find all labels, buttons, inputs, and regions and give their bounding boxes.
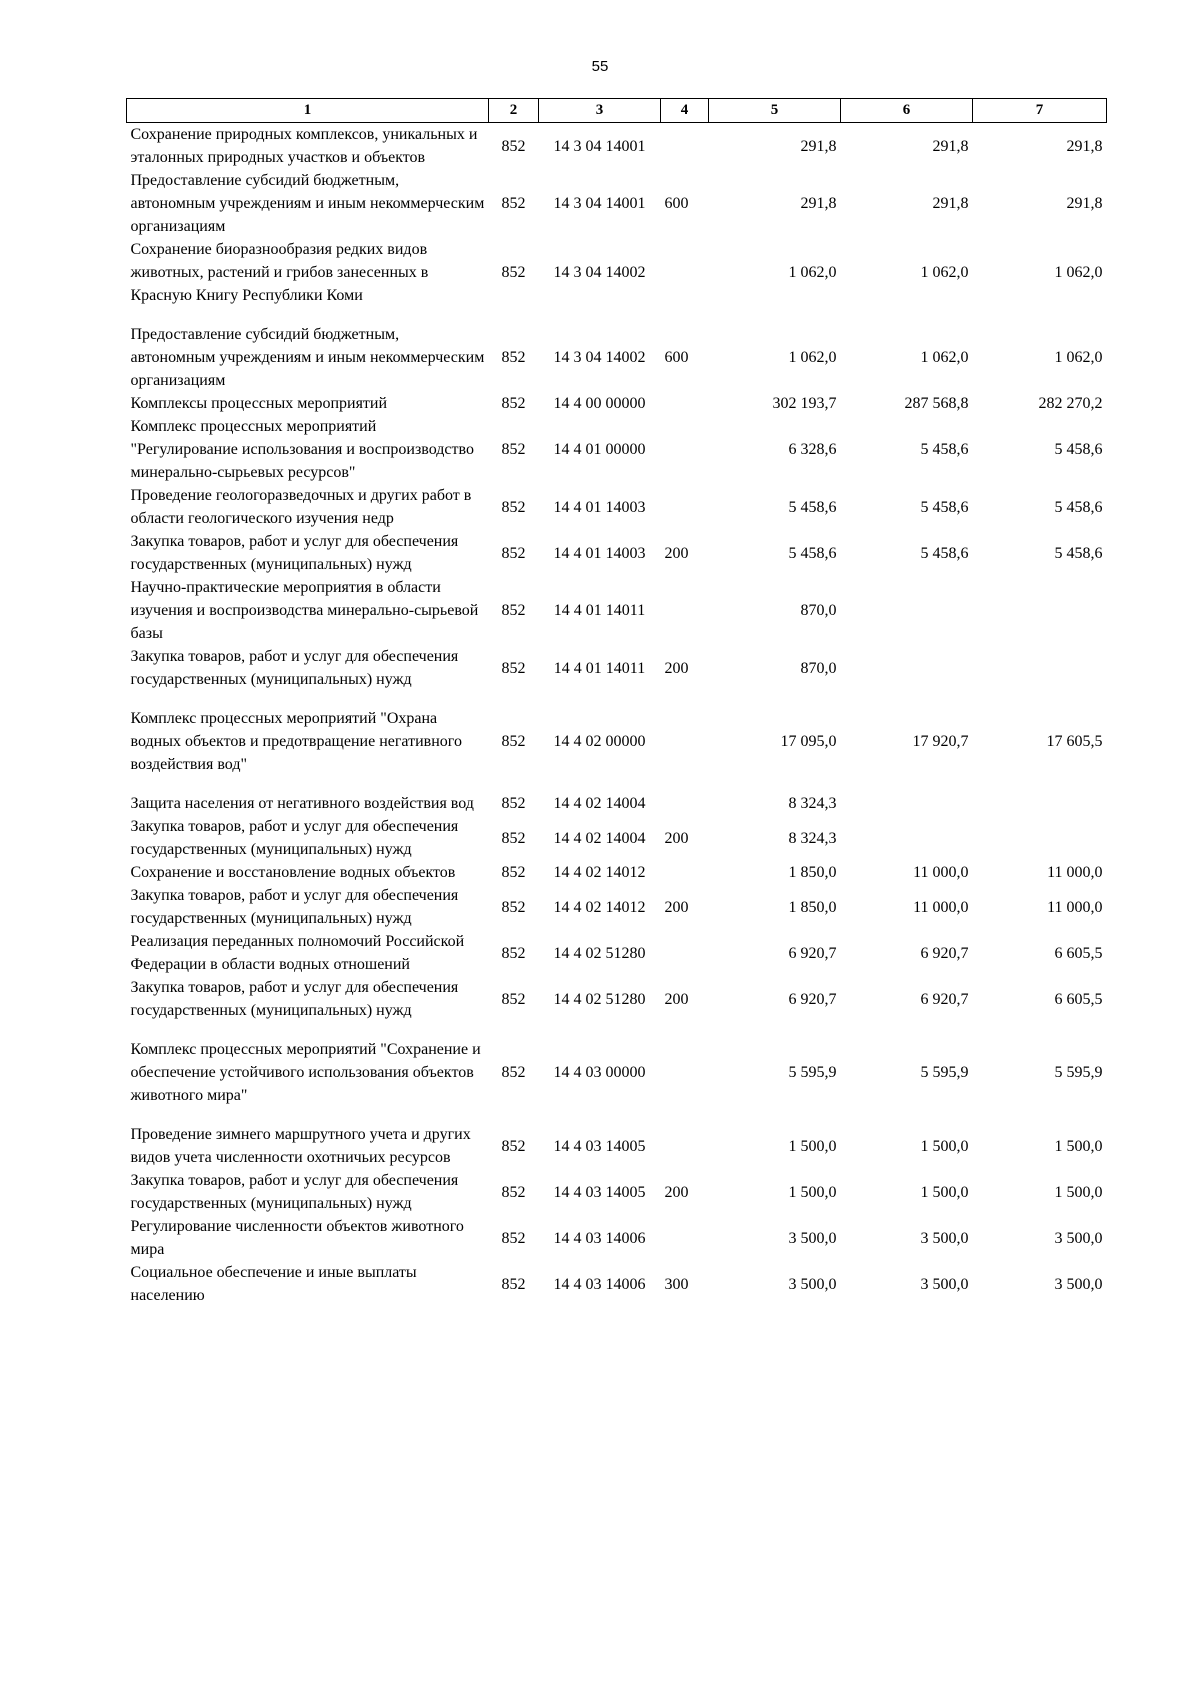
row-name: Научно-практические мероприятия в области изучения и воспроизводства минерально-сырьевой базы bbox=[130, 579, 479, 642]
row-name: Защита населения от негативного воздействия вод bbox=[130, 795, 474, 812]
expense-type-code: 200 bbox=[664, 898, 689, 916]
row-name: Сохранение биоразнообразия редких видов животных, растений и грибов занесенных в Красную Книгу Республики Коми bbox=[130, 241, 429, 304]
expense-type-code: 200 bbox=[664, 829, 689, 847]
amount-year-3 bbox=[973, 792, 1107, 815]
target-article-code: 14 4 01 14003 bbox=[553, 498, 646, 516]
amount-year-1: 1 062,0 bbox=[788, 349, 837, 366]
amount-year-1: 8 324,3 bbox=[788, 829, 837, 847]
amount-year-2: 5 458,6 bbox=[920, 441, 969, 458]
header-cell: 6 bbox=[841, 99, 973, 123]
expense-type-code bbox=[661, 1123, 709, 1169]
expense-type-code bbox=[661, 576, 709, 645]
amount-year-1: 1 500,0 bbox=[788, 1137, 837, 1155]
amount-year-3: 1 500,0 bbox=[1054, 1183, 1103, 1201]
table-row bbox=[127, 1038, 1107, 1123]
amount-year-1: 291,8 bbox=[800, 137, 837, 155]
row-name: Комплекс процессных мероприятий "Охрана водных объектов и предотвращение негативного воздействия вод" bbox=[130, 710, 462, 773]
target-article-code: 14 4 01 14003 bbox=[553, 544, 646, 562]
expense-type-code bbox=[661, 1215, 709, 1261]
target-article-code: 14 4 03 14006 bbox=[553, 1275, 646, 1293]
amount-year-2: 3 500,0 bbox=[920, 1229, 969, 1247]
amount-year-1: 6 328,6 bbox=[788, 441, 837, 458]
amount-year-2 bbox=[841, 576, 973, 645]
table-row bbox=[127, 123, 1107, 170]
table-row bbox=[127, 530, 1107, 576]
target-article-code: 14 3 04 14001 bbox=[553, 195, 646, 212]
amount-year-1: 1 500,0 bbox=[788, 1183, 837, 1201]
amount-year-3: 3 500,0 bbox=[1054, 1229, 1103, 1247]
row-name: Проведение геологоразведочных и других работ в области геологического изучения недр bbox=[130, 487, 472, 527]
row-name: Закупка товаров, работ и услуг для обеспечения государственных (муниципальных) нужд bbox=[130, 818, 459, 858]
expense-type-code: 600 bbox=[664, 195, 689, 212]
target-article-code: 14 4 02 51280 bbox=[553, 990, 646, 1008]
target-article-code: 14 3 04 14001 bbox=[553, 137, 646, 155]
ministry-code: 852 bbox=[501, 898, 526, 916]
expense-type-code bbox=[661, 415, 709, 484]
amount-year-2: 17 920,7 bbox=[912, 733, 969, 750]
target-article-code: 14 4 01 00000 bbox=[553, 441, 646, 458]
ministry-code: 852 bbox=[501, 195, 526, 212]
target-article-code: 14 4 02 14004 bbox=[553, 829, 646, 847]
table-row bbox=[127, 1169, 1107, 1215]
amount-year-3: 291,8 bbox=[1066, 195, 1103, 212]
amount-year-2 bbox=[841, 815, 973, 861]
table-row bbox=[127, 1261, 1107, 1307]
amount-year-3: 1 062,0 bbox=[1054, 349, 1103, 366]
expense-type-code bbox=[661, 484, 709, 530]
amount-year-2 bbox=[841, 792, 973, 815]
target-article-code: 14 4 01 14011 bbox=[553, 659, 646, 677]
amount-year-2: 291,8 bbox=[932, 195, 969, 212]
amount-year-2: 287 568,8 bbox=[904, 395, 969, 412]
row-name: Закупка товаров, работ и услуг для обеспечения государственных (муниципальных) нужд bbox=[130, 979, 459, 1019]
ministry-code: 852 bbox=[501, 733, 526, 750]
row-name: Закупка товаров, работ и услуг для обеспечения государственных (муниципальных) нужд bbox=[130, 887, 459, 927]
target-article-code: 14 4 03 14006 bbox=[553, 1229, 646, 1247]
target-article-code: 14 4 03 14005 bbox=[553, 1183, 646, 1201]
amount-year-1: 5 458,6 bbox=[788, 498, 837, 516]
amount-year-3: 1 500,0 bbox=[1054, 1137, 1103, 1155]
ministry-code: 852 bbox=[501, 395, 526, 412]
amount-year-3: 282 270,2 bbox=[1038, 395, 1103, 412]
table-row bbox=[127, 323, 1107, 392]
header-cell: 5 bbox=[709, 99, 841, 123]
amount-year-1: 870,0 bbox=[800, 602, 837, 619]
amount-year-3: 5 458,6 bbox=[1054, 544, 1103, 562]
table-row bbox=[127, 169, 1107, 238]
amount-year-2: 3 500,0 bbox=[920, 1275, 969, 1293]
amount-year-1: 1 850,0 bbox=[788, 898, 837, 916]
expense-type-code: 200 bbox=[664, 544, 689, 562]
ministry-code: 852 bbox=[501, 1137, 526, 1155]
amount-year-2: 11 000,0 bbox=[913, 864, 969, 881]
row-name: Закупка товаров, работ и услуг для обеспечения государственных (муниципальных) нужд bbox=[130, 1172, 459, 1212]
amount-year-3: 11 000,0 bbox=[1047, 898, 1103, 916]
row-name: Регулирование численности объектов животного мира bbox=[130, 1218, 464, 1258]
table-row bbox=[127, 707, 1107, 792]
amount-year-3 bbox=[973, 815, 1107, 861]
amount-year-2 bbox=[841, 645, 973, 707]
amount-year-3: 5 595,9 bbox=[1054, 1064, 1103, 1081]
ministry-code: 852 bbox=[501, 544, 526, 562]
table-row bbox=[127, 484, 1107, 530]
header-row bbox=[127, 99, 1107, 123]
table-row bbox=[127, 884, 1107, 930]
amount-year-1: 5 458,6 bbox=[788, 544, 837, 562]
expense-type-code bbox=[661, 707, 709, 792]
amount-year-1: 302 193,7 bbox=[772, 395, 837, 412]
amount-year-3: 6 605,5 bbox=[1054, 990, 1103, 1008]
ministry-code: 852 bbox=[501, 1229, 526, 1247]
expense-type-code bbox=[661, 238, 709, 323]
ministry-code: 852 bbox=[501, 990, 526, 1008]
table-row bbox=[127, 238, 1107, 323]
target-article-code: 14 4 01 14011 bbox=[553, 602, 646, 619]
table-row bbox=[127, 415, 1107, 484]
expense-type-code: 600 bbox=[664, 349, 689, 366]
amount-year-1: 8 324,3 bbox=[788, 795, 837, 812]
ministry-code: 852 bbox=[501, 659, 526, 677]
amount-year-2: 5 458,6 bbox=[920, 498, 969, 516]
amount-year-1: 291,8 bbox=[800, 195, 837, 212]
expense-type-code bbox=[661, 123, 709, 170]
expense-type-code: 200 bbox=[664, 990, 689, 1008]
ministry-code: 852 bbox=[501, 1183, 526, 1201]
row-name: Закупка товаров, работ и услуг для обеспечения государственных (муниципальных) нужд bbox=[130, 533, 459, 573]
amount-year-3: 291,8 bbox=[1066, 137, 1103, 155]
table-row bbox=[127, 392, 1107, 415]
row-name: Комплекс процессных мероприятий "Сохранение и обеспечение устойчивого использования объектов животного мира" bbox=[130, 1041, 481, 1104]
ministry-code: 852 bbox=[501, 441, 526, 458]
amount-year-1: 6 920,7 bbox=[788, 990, 837, 1008]
target-article-code: 14 3 04 14002 bbox=[553, 349, 646, 366]
amount-year-2: 1 500,0 bbox=[920, 1137, 969, 1155]
target-article-code: 14 4 02 00000 bbox=[553, 733, 646, 750]
amount-year-2: 5 458,6 bbox=[920, 544, 969, 562]
row-name: Сохранение и восстановление водных объектов bbox=[130, 864, 456, 881]
amount-year-1: 1 850,0 bbox=[788, 864, 837, 881]
table-row bbox=[127, 1123, 1107, 1169]
table-row bbox=[127, 792, 1107, 815]
table-row bbox=[127, 815, 1107, 861]
amount-year-1: 870,0 bbox=[800, 659, 837, 677]
target-article-code: 14 4 00 00000 bbox=[553, 395, 646, 412]
header-cell: 4 bbox=[661, 99, 709, 123]
table-row bbox=[127, 861, 1107, 884]
amount-year-1: 3 500,0 bbox=[788, 1275, 837, 1293]
row-name: Предоставление субсидий бюджетным, автономным учреждениям и иным некоммерческим организациям bbox=[130, 326, 485, 389]
header-cell: 1 bbox=[127, 99, 489, 123]
table-row bbox=[127, 645, 1107, 707]
amount-year-1: 17 095,0 bbox=[780, 733, 837, 750]
amount-year-3: 6 605,5 bbox=[1054, 944, 1103, 962]
amount-year-2: 11 000,0 bbox=[913, 898, 969, 916]
amount-year-1: 6 920,7 bbox=[788, 944, 837, 962]
ministry-code: 852 bbox=[501, 264, 526, 281]
amount-year-3 bbox=[973, 645, 1107, 707]
ministry-code: 852 bbox=[501, 1275, 526, 1293]
row-name: Сохранение природных комплексов, уникальных и эталонных природных участков и объектов bbox=[130, 126, 478, 166]
ministry-code: 852 bbox=[501, 864, 526, 881]
amount-year-2: 6 920,7 bbox=[920, 944, 969, 962]
row-name: Комплексы процессных мероприятий bbox=[130, 395, 388, 412]
table-row bbox=[127, 576, 1107, 645]
budget-table bbox=[126, 98, 1107, 1307]
amount-year-2: 1 500,0 bbox=[920, 1183, 969, 1201]
expense-type-code: 200 bbox=[664, 1183, 689, 1201]
ministry-code: 852 bbox=[501, 829, 526, 847]
target-article-code: 14 4 03 14005 bbox=[553, 1137, 646, 1155]
amount-year-2: 291,8 bbox=[932, 137, 969, 155]
amount-year-3 bbox=[973, 576, 1107, 645]
page-number: 55 bbox=[591, 58, 609, 75]
table-body bbox=[127, 123, 1107, 1308]
amount-year-2: 5 595,9 bbox=[920, 1064, 969, 1081]
expense-type-code bbox=[661, 792, 709, 815]
amount-year-3: 11 000,0 bbox=[1047, 864, 1103, 881]
amount-year-3: 1 062,0 bbox=[1054, 264, 1103, 281]
amount-year-2: 1 062,0 bbox=[920, 349, 969, 366]
amount-year-1: 1 062,0 bbox=[788, 264, 837, 281]
target-article-code: 14 4 02 14012 bbox=[553, 864, 646, 881]
amount-year-3: 5 458,6 bbox=[1054, 441, 1103, 458]
ministry-code: 852 bbox=[501, 137, 526, 155]
header-cell: 3 bbox=[539, 99, 661, 123]
table-row bbox=[127, 1215, 1107, 1261]
ministry-code: 852 bbox=[501, 944, 526, 962]
amount-year-3: 5 458,6 bbox=[1054, 498, 1103, 516]
row-name: Реализация переданных полномочий Российской Федерации в области водных отношений bbox=[130, 933, 465, 973]
amount-year-2: 6 920,7 bbox=[920, 990, 969, 1008]
header-cell: 7 bbox=[973, 99, 1107, 123]
ministry-code: 852 bbox=[501, 1064, 526, 1081]
table-row bbox=[127, 976, 1107, 1038]
ministry-code: 852 bbox=[501, 795, 526, 812]
amount-year-1: 3 500,0 bbox=[788, 1229, 837, 1247]
amount-year-2: 1 062,0 bbox=[920, 264, 969, 281]
expense-type-code bbox=[661, 392, 709, 415]
amount-year-1: 5 595,9 bbox=[788, 1064, 837, 1081]
expense-type-code: 200 bbox=[664, 659, 689, 677]
amount-year-3: 17 605,5 bbox=[1046, 733, 1103, 750]
row-name: Комплекс процессных мероприятий "Регулирование использования и воспроизводство минерально-сырьевых ресурсов" bbox=[130, 418, 474, 481]
amount-year-3: 3 500,0 bbox=[1054, 1275, 1103, 1293]
expense-type-code bbox=[661, 861, 709, 884]
row-name: Закупка товаров, работ и услуг для обеспечения государственных (муниципальных) нужд bbox=[130, 648, 459, 688]
table-row bbox=[127, 930, 1107, 976]
row-name: Проведение зимнего маршрутного учета и других видов учета численности охотничьих ресурсов bbox=[130, 1126, 471, 1166]
target-article-code: 14 4 02 14004 bbox=[553, 795, 646, 812]
target-article-code: 14 4 02 14012 bbox=[553, 898, 646, 916]
row-name: Социальное обеспечение и иные выплаты населению bbox=[130, 1264, 417, 1304]
expense-type-code bbox=[661, 930, 709, 976]
row-name: Предоставление субсидий бюджетным, автономным учреждениям и иным некоммерческим организациям bbox=[130, 172, 485, 235]
ministry-code: 852 bbox=[501, 602, 526, 619]
target-article-code: 14 3 04 14002 bbox=[553, 264, 646, 281]
target-article-code: 14 4 03 00000 bbox=[553, 1064, 646, 1081]
ministry-code: 852 bbox=[501, 349, 526, 366]
expense-type-code bbox=[661, 1038, 709, 1123]
header-cell: 2 bbox=[489, 99, 539, 123]
ministry-code: 852 bbox=[501, 498, 526, 516]
target-article-code: 14 4 02 51280 bbox=[553, 944, 646, 962]
expense-type-code: 300 bbox=[664, 1275, 689, 1293]
